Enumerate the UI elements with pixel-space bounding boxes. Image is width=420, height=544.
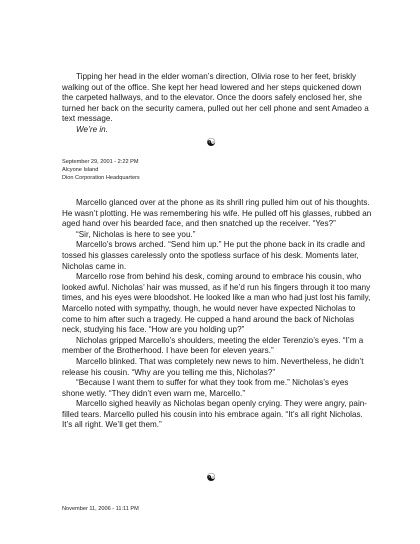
paragraph: Nicholas gripped Marcello’s shoulders, meeting the elder Terenzio’s eyes. “I’m a member of the Brotherhood. I have been for eleven years.” <box>62 335 364 356</box>
paragraph: Tipping her head in the elder woman’s direction, Olivia rose to her feet, briskly walking out of the office. She kept her head lowered and her steps quickened down the carpeted hallways, and to the elevator. Once the doors safely enclosed her, she turned her back on the security camera, pulled out her cell phone and sent Amadeo a text message. <box>62 72 369 124</box>
section3-header <box>62 505 312 513</box>
section1-text <box>62 72 372 136</box>
section2-text <box>62 198 372 431</box>
paragraph: Marcello rose from behind his desk, coming around to embrace his cousin, who looked awful. Nicholas’ hair was mussed, as if he’d run his fingers through it too many times, and his eyes were bloodshot. He looked like a man who had just lost his family, Marcello noted with sympathy, though, he would never have expected Nicholas to come to him after such a tragedy. He cupped a hand around the back of Nicholas neck, studying his face. “How are you holding up?” <box>62 272 371 335</box>
paragraph: Marcello sighed heavily as Nicholas began openly crying. They were angry, pain-filled tears. Marcello pulled his cousin into his embrace again. “It’s all right Nicholas. It’s all right. We’ll get them.” <box>62 399 368 430</box>
yin-yang-icon: ☯ <box>206 136 216 149</box>
paragraph: “Sir, Nicholas is here to see you.” <box>76 229 196 239</box>
yin-yang-icon: ☯ <box>206 471 216 484</box>
scene-location: Dion Corporation Headquarters <box>62 175 140 182</box>
section2-header <box>62 158 312 183</box>
paragraph: Marcello blinked. That was completely new news to him. Nevertheless, he didn’t release his cousin. “Why are you telling me this, Nicholas?” <box>62 356 364 377</box>
scene-date: November 11, 2006 - 11:11 PM <box>62 506 139 512</box>
paragraph: Marcello glanced over at the phone as its shrill ring pulled him out of his thoughts. He wasn’t plotting. He was remembering his wife. He pulled off his glasses, rubbed an aged hand over his bearded face, and then snatched up the receiver. “Yes?” <box>62 198 372 229</box>
paragraph: “Because I want them to suffer for what they took from me.” Nicholas’s eyes shone wetly. “They didn’t even warn me, Marcello.” <box>62 378 349 398</box>
scene-date: September 29, 2001 - 2:22 PM <box>62 159 139 165</box>
paragraph: Marcello’s brows arched. “Send him up.” He put the phone back in its cradle and tossed his glasses carelessly onto the spotless surface of his desk. Moments later, Nicholas came in. <box>62 240 365 271</box>
scene-place: Alcyone Island <box>62 167 99 174</box>
text-message-line: We’re in. <box>76 124 108 134</box>
